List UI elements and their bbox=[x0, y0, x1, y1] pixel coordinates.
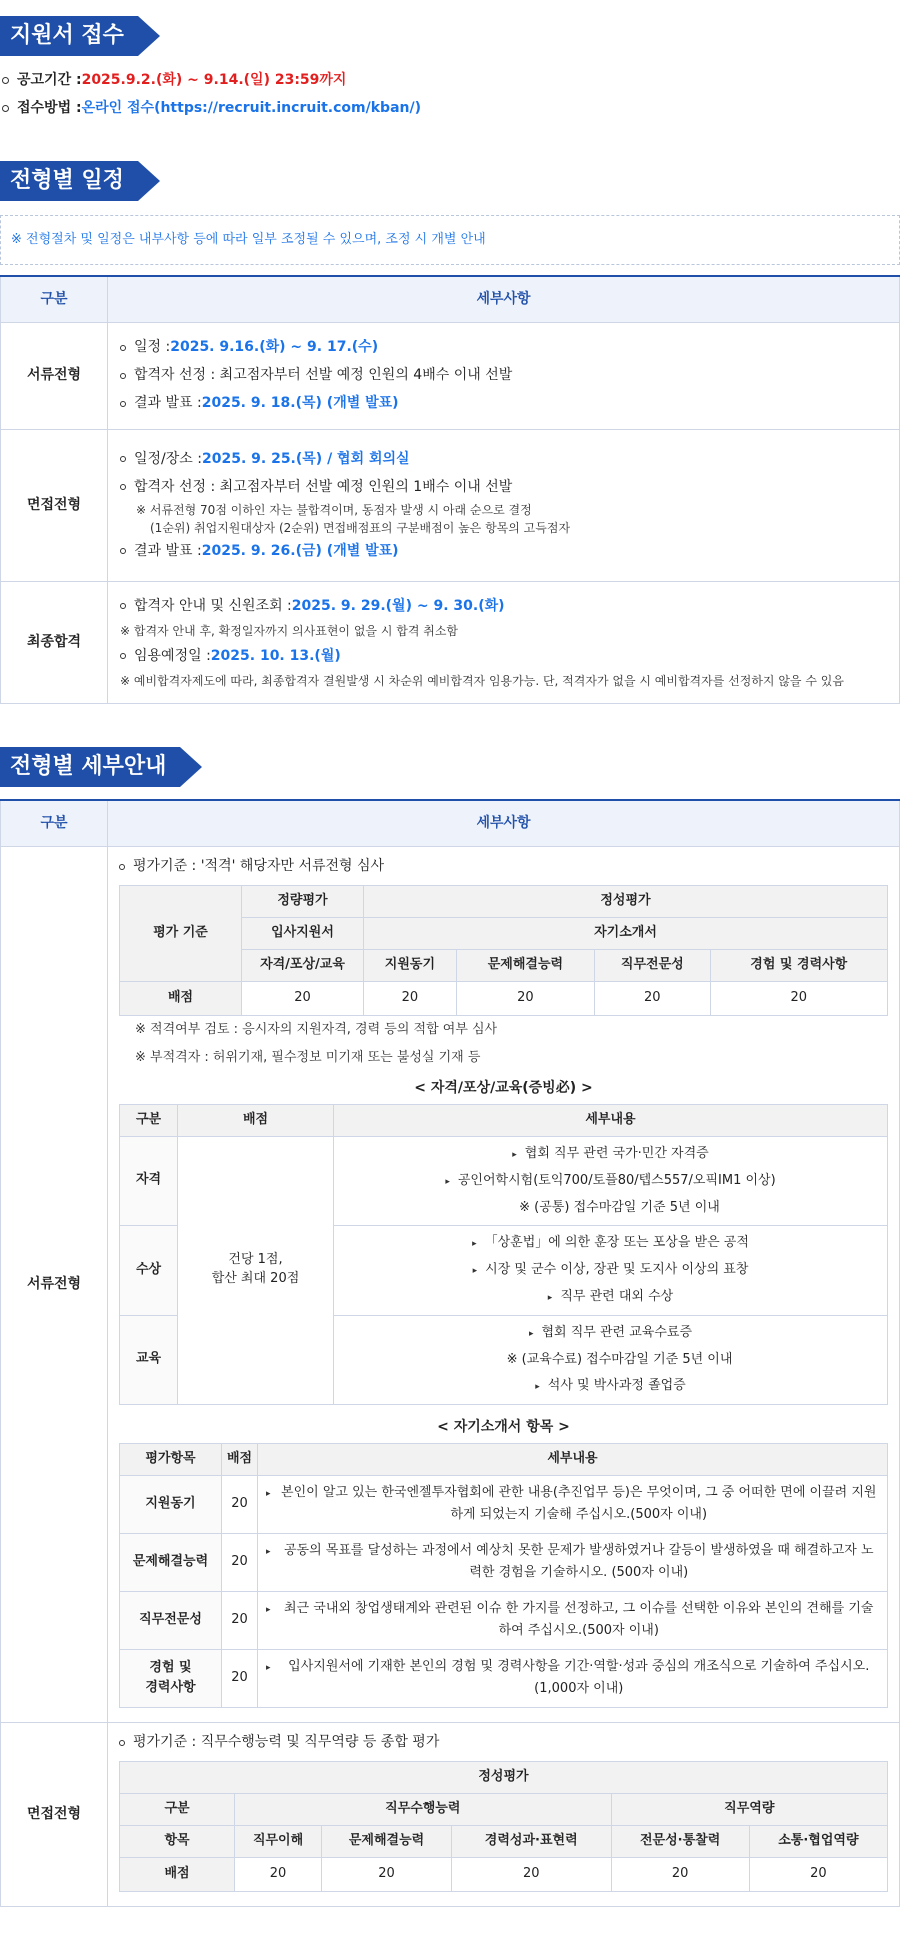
label: 임용예정일 : bbox=[134, 647, 211, 664]
note-line: ※ 예비합격자제도에 따라, 최종합격자 결원발생 시 차순위 예비합격자 임용가능. 단, 적격자가 없을 시 예비합격자를 선정하지 않을 수 있음 bbox=[120, 674, 844, 688]
note-line: ※ 합격자 안내 후, 확정일자까지 의사표현이 없을 시 합격 취소함 bbox=[120, 624, 459, 638]
intro-row-detail bbox=[258, 1591, 888, 1649]
value: 2025. 9.16.(화) ~ 9. 17.(수) bbox=[170, 339, 379, 356]
row-category: 면접전형 bbox=[1, 429, 108, 581]
text: 석사 및 박사과정 졸업증 bbox=[547, 1377, 686, 1393]
eval-table bbox=[119, 885, 888, 1016]
details-title-tab bbox=[0, 747, 180, 787]
apply-title: 지원서 접수 bbox=[0, 16, 138, 56]
text: 최근 국내외 창업생태계와 관련된 이슈 한 가지를 선정하고, 그 이슈를 선택한 이유와 본인의 견해를 기술하여 주십시오.(500자 이내) bbox=[284, 1601, 874, 1638]
detail-line bbox=[120, 473, 887, 501]
note-line: (1순위) 취업지원대상자 (2순위) 면접배점표의 구분배점이 높은 항목의 고득점자 bbox=[150, 521, 571, 535]
bullet-icon bbox=[119, 1740, 125, 1746]
eval-col: 직무전문성 bbox=[595, 949, 711, 981]
qual-h-cat: 구분 bbox=[120, 1104, 178, 1136]
note-line: ※ 서류전형 70점 이하인 자는 불합격이며, 동점자 발생 시 아래 순으로 결정 bbox=[136, 503, 532, 517]
value: 2025. 9. 18.(목) (개별 발표) bbox=[201, 395, 399, 412]
iv-score: 20 bbox=[235, 1857, 322, 1891]
qual-row-name: 자격 bbox=[120, 1136, 178, 1225]
intro-row bbox=[120, 1591, 888, 1649]
text: 합격자 선정 : 최고점자부터 선발 예정 인원의 1배수 이내 선발 bbox=[134, 478, 513, 495]
bullet-icon bbox=[120, 484, 126, 490]
apply-section bbox=[0, 16, 421, 122]
qual-score-cell bbox=[178, 1136, 334, 1404]
triangle-bullet-icon: ▸ bbox=[266, 1663, 271, 1673]
label: 일정/장소 : bbox=[134, 450, 202, 467]
bullet-icon bbox=[120, 548, 126, 554]
triangle-bullet-icon: ▸ bbox=[266, 1605, 271, 1615]
apply-info-list bbox=[0, 66, 421, 122]
period-label: 공고기간 : bbox=[17, 72, 82, 88]
qual-score-text: 합산 최대 20점 bbox=[211, 1271, 300, 1286]
eval-col: 자격/포상/교육 bbox=[242, 949, 364, 981]
qual-table bbox=[119, 1104, 888, 1405]
value: 2025. 9. 29.(월) ~ 9. 30.(화) bbox=[291, 597, 505, 614]
details-row-interview bbox=[1, 1722, 900, 1906]
detail-line bbox=[120, 445, 887, 473]
sub-note: ※ (공통) 접수마감일 기준 5년 이내 bbox=[519, 1199, 720, 1215]
qual-row-name: 수상 bbox=[120, 1225, 178, 1315]
triangle-bullet-icon: ▸ bbox=[266, 1489, 271, 1499]
triangle-bullet-icon: ▸ bbox=[472, 1238, 477, 1249]
qual-row-detail bbox=[334, 1136, 888, 1225]
triangle-bullet-icon: ▸ bbox=[512, 1149, 517, 1160]
detail-line bbox=[120, 334, 887, 362]
intro-row bbox=[120, 1533, 888, 1591]
bullet-icon bbox=[120, 345, 126, 351]
text: 공동의 목표를 달성하는 과정에서 예상치 못한 문제가 발생하였거나 갈등이 발생하였을 때 해결하고자 노력한 경험을 기술하시오. (500자 이내) bbox=[283, 1543, 874, 1580]
eval-col: 지원동기 bbox=[364, 949, 457, 981]
bullet-icon bbox=[120, 653, 126, 659]
qual-row-name: 교육 bbox=[120, 1315, 178, 1404]
detail-line bbox=[120, 390, 887, 418]
col-category: 구분 bbox=[1, 800, 108, 846]
iv-item: 소통·협업역량 bbox=[749, 1825, 887, 1857]
bullet-icon bbox=[2, 105, 9, 112]
iv-qual: 정성평가 bbox=[120, 1761, 888, 1793]
label: 합격자 안내 및 신원조회 : bbox=[134, 597, 292, 614]
note-line: ※ 부적격자 : 허위기재, 필수정보 미기재 또는 불성실 기재 등 bbox=[135, 1049, 481, 1065]
schedule-section bbox=[0, 161, 900, 704]
row-details bbox=[108, 581, 900, 703]
eval-score: 20 bbox=[242, 981, 364, 1015]
eval-intro: 자기소개서 bbox=[364, 917, 888, 949]
text: 「상훈법」에 의한 훈장 또는 포상을 받은 공적 bbox=[484, 1234, 749, 1250]
eval-score: 20 bbox=[364, 981, 457, 1015]
schedule-notice: ※ 전형절차 및 일정은 내부사항 등에 따라 일부 조정될 수 있으며, 조정 시 개별 안내 bbox=[0, 215, 900, 265]
iv-score: 20 bbox=[322, 1857, 452, 1891]
row-details bbox=[108, 1722, 900, 1906]
label: 결과 발표 : bbox=[134, 542, 202, 559]
bullet-icon bbox=[120, 373, 126, 379]
intro-row bbox=[120, 1475, 888, 1533]
qual-caption: < 자격/포상/교육(증빙必) > bbox=[414, 1079, 593, 1096]
intro-h-detail: 세부내용 bbox=[258, 1443, 888, 1475]
intro-h-item: 평가항목 bbox=[120, 1443, 222, 1475]
eval-col: 문제해결능력 bbox=[456, 949, 594, 981]
row-details bbox=[108, 322, 900, 429]
iv-item: 경력성과·표현력 bbox=[451, 1825, 611, 1857]
bullet-icon bbox=[120, 456, 126, 462]
text: 평가기준 : '적격' 해당자만 서류전형 심사 bbox=[133, 858, 385, 875]
row-category: 서류전형 bbox=[1, 846, 108, 1722]
eval-col: 경험 및 경력사항 bbox=[710, 949, 887, 981]
label: 일정 : bbox=[134, 339, 171, 356]
eval-score-label: 배점 bbox=[120, 981, 242, 1015]
qual-row-detail bbox=[334, 1225, 888, 1315]
qual-row bbox=[120, 1136, 888, 1225]
sub-note: ※ (교육수료) 접수마감일 기준 5년 이내 bbox=[506, 1351, 733, 1367]
triangle-bullet-icon: ▸ bbox=[528, 1328, 534, 1339]
iv-grp1: 직무수행능력 bbox=[235, 1793, 612, 1825]
method-link[interactable]: 온라인 접수(https://recruit.incruit.com/kban/) bbox=[81, 100, 422, 116]
qual-h-score: 배점 bbox=[178, 1104, 334, 1136]
bullet-icon bbox=[2, 77, 9, 84]
triangle-bullet-icon: ▸ bbox=[547, 1292, 553, 1303]
bullet-icon bbox=[119, 864, 125, 870]
row-category: 서류전형 bbox=[1, 322, 108, 429]
triangle-bullet-icon: ▸ bbox=[266, 1547, 271, 1557]
text: 입사지원서에 기재한 본인의 경험 및 경력사항을 기간·역할·성과 중심의 개조식으로 기술하여 주십시오. (1,000자 이내) bbox=[288, 1659, 870, 1696]
criteria-line bbox=[119, 853, 888, 881]
eval-score: 20 bbox=[456, 981, 594, 1015]
details-table bbox=[0, 799, 900, 1907]
iv-grp2: 직무역량 bbox=[611, 1793, 887, 1825]
iv-score: 20 bbox=[611, 1857, 749, 1891]
eval-basis: 평가 기준 bbox=[120, 885, 242, 981]
eval-quant: 정량평가 bbox=[242, 885, 364, 917]
text: 공인어학시험(토익700/토플80/텝스557/오픽IM1 이상) bbox=[457, 1172, 776, 1188]
text: 합격자 선정 : 최고점자부터 선발 예정 인원의 4배수 이내 선발 bbox=[134, 367, 513, 384]
col-details: 세부사항 bbox=[108, 800, 900, 846]
intro-row bbox=[120, 1649, 888, 1707]
eval-qual: 정성평가 bbox=[364, 885, 888, 917]
interview-eval-table bbox=[119, 1761, 888, 1892]
value: 2025. 9. 26.(금) (개별 발표) bbox=[201, 542, 399, 559]
schedule-row-final bbox=[1, 581, 900, 703]
intro-row-score: 20 bbox=[222, 1533, 258, 1591]
bullet-icon bbox=[120, 401, 126, 407]
intro-row-name: 지원동기 bbox=[120, 1475, 222, 1533]
col-category: 구분 bbox=[1, 276, 108, 322]
intro-row-score: 20 bbox=[222, 1475, 258, 1533]
period-item bbox=[2, 66, 421, 94]
intro-row-name: 직무전문성 bbox=[120, 1591, 222, 1649]
iv-score-label: 배점 bbox=[120, 1857, 235, 1891]
apply-title-tab bbox=[0, 16, 138, 56]
text: 시장 및 군수 이상, 장관 및 도지사 이상의 표창 bbox=[485, 1261, 749, 1277]
intro-caption: < 자기소개서 항목 > bbox=[437, 1418, 570, 1435]
qual-h-detail: 세부내용 bbox=[334, 1104, 888, 1136]
criteria-line bbox=[119, 1729, 888, 1757]
intro-row-score: 20 bbox=[222, 1591, 258, 1649]
eval-app-form: 입사지원서 bbox=[242, 917, 364, 949]
intro-row-detail bbox=[258, 1649, 888, 1707]
schedule-title: 전형별 일정 bbox=[0, 161, 138, 201]
iv-item: 문제해결능력 bbox=[322, 1825, 452, 1857]
detail-line bbox=[120, 362, 887, 390]
method-label: 접수방법 : bbox=[17, 100, 82, 116]
intro-row-score: 20 bbox=[222, 1649, 258, 1707]
intro-h-score: 배점 bbox=[222, 1443, 258, 1475]
iv-score: 20 bbox=[749, 1857, 887, 1891]
text: 평가기준 : 직무수행능력 및 직무역량 등 종합 평가 bbox=[133, 1734, 440, 1751]
schedule-title-tab bbox=[0, 161, 138, 201]
qual-score-text: 건당 1점, bbox=[228, 1252, 283, 1268]
iv-score: 20 bbox=[451, 1857, 611, 1891]
details-row-doc bbox=[1, 846, 900, 1722]
row-details bbox=[108, 846, 900, 1722]
schedule-row-doc bbox=[1, 322, 900, 429]
value: 2025. 9. 25.(목) / 협회 회의실 bbox=[201, 450, 410, 467]
iv-item: 전문성·통찰력 bbox=[611, 1825, 749, 1857]
qual-row-detail bbox=[334, 1315, 888, 1404]
detail-line bbox=[120, 642, 887, 670]
row-category: 최종합격 bbox=[1, 581, 108, 703]
row-details bbox=[108, 429, 900, 581]
triangle-bullet-icon: ▸ bbox=[472, 1265, 478, 1276]
note-line: ※ 적격여부 검토 : 응시자의 지원자격, 경력 등의 적합 여부 심사 bbox=[135, 1021, 498, 1037]
iv-h-cat: 구분 bbox=[120, 1793, 235, 1825]
schedule-table bbox=[0, 275, 900, 704]
detail-line bbox=[120, 537, 887, 565]
col-details: 세부사항 bbox=[108, 276, 900, 322]
detail-line bbox=[120, 592, 887, 620]
iv-item: 직무이해 bbox=[235, 1825, 322, 1857]
intro-row-name: 문제해결능력 bbox=[120, 1533, 222, 1591]
text: 직무 관련 대외 수상 bbox=[560, 1288, 674, 1304]
triangle-bullet-icon: ▸ bbox=[445, 1176, 450, 1187]
text: 본인이 알고 있는 한국엔젤투자협회에 관한 내용(추진업무 등)은 무엇이며, 그 중 어떠한 면에 이끌려 지원하게 되었는지 기술해 주십시오.(500자 이내) bbox=[281, 1485, 877, 1522]
intro-table bbox=[119, 1443, 888, 1708]
bullet-icon bbox=[120, 603, 126, 609]
text: 협회 직무 관련 국가·민간 자격증 bbox=[524, 1145, 709, 1161]
eval-score: 20 bbox=[595, 981, 711, 1015]
iv-h-item: 항목 bbox=[120, 1825, 235, 1857]
triangle-bullet-icon: ▸ bbox=[535, 1381, 540, 1392]
details-section bbox=[0, 747, 900, 1907]
intro-row-name: 경험 및 경력사항 bbox=[120, 1649, 222, 1707]
intro-row-detail bbox=[258, 1533, 888, 1591]
period-value: 2025.9.2.(화) ~ 9.14.(일) 23:59까지 bbox=[81, 72, 347, 88]
intro-row-detail bbox=[258, 1475, 888, 1533]
text: 협회 직무 관련 교육수료증 bbox=[541, 1324, 693, 1340]
method-item bbox=[2, 94, 421, 122]
details-title: 전형별 세부안내 bbox=[0, 747, 180, 787]
row-category: 면접전형 bbox=[1, 1722, 108, 1906]
label: 결과 발표 : bbox=[134, 395, 202, 412]
schedule-row-interview bbox=[1, 429, 900, 581]
eval-score: 20 bbox=[710, 981, 887, 1015]
value: 2025. 10. 13.(월) bbox=[210, 647, 341, 664]
